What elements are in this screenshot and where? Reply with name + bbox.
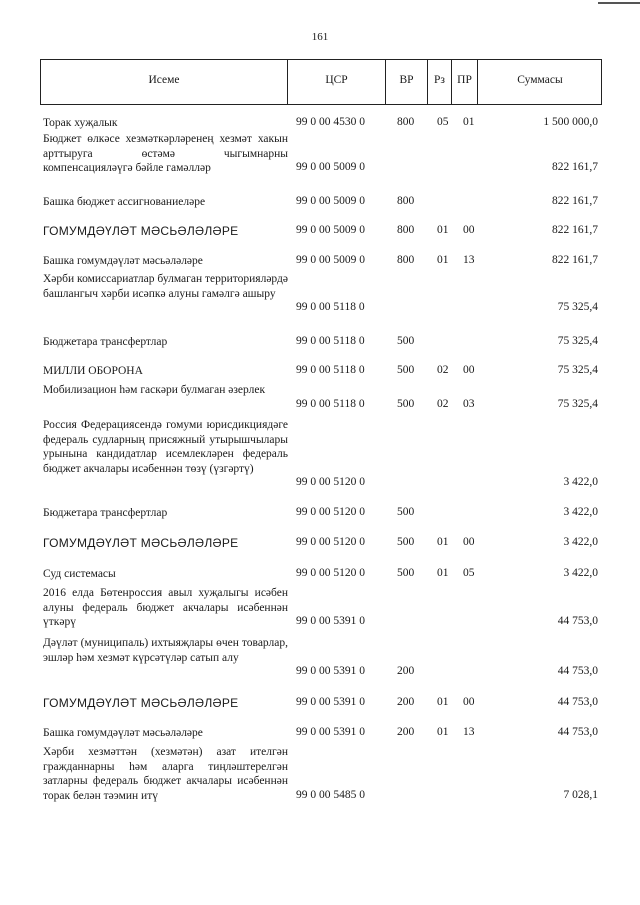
row-csr: 99 0 00 5485 0: [296, 788, 365, 801]
header-vr: ВР: [386, 60, 428, 104]
row-csr: 99 0 00 5391 0: [296, 696, 365, 708]
row-csr: 99 0 00 5118 0: [296, 335, 365, 347]
row-name: ГОМУМДӘҮЛӘТ МӘСЬӘЛӘЛӘРЕ: [43, 696, 239, 710]
row-name: Мобилизацион һәм гаскәри булмаган әзерлек: [43, 384, 266, 396]
row-sum: 822 161,7: [552, 224, 598, 236]
row-csr: 99 0 00 5391 0: [296, 665, 365, 677]
row-vr: 500: [397, 335, 415, 347]
row-sum: 75 325,4: [557, 301, 598, 313]
row-sum: 44 753,0: [557, 665, 598, 677]
row-vr: 200: [397, 726, 415, 738]
row-vr: 500: [397, 397, 415, 410]
row-pr: 00: [463, 364, 475, 376]
row-sum: 7 028,1: [563, 788, 598, 801]
row-name: Хәрби комиссариатлар булмаган территорияләрдә башлангыч хәрби исәпкә алуны гамәлгә ашыру: [43, 273, 288, 300]
row-csr: 99 0 00 5118 0: [296, 364, 365, 376]
row-name: Бюджетара трансфертлар: [43, 507, 168, 519]
row-name: МИЛЛИ ОБОРОНА: [43, 365, 143, 377]
row-rz: 02: [437, 364, 449, 376]
row-name: Хәрби хезмәттән (хезмәтән) азат ителгән гражданнарны һәм аларга тиңләштерелгән затларны федераль бюджет акчалары исәбеннән торак белән тәэмин итү: [43, 746, 288, 802]
row-name: 2016 елда Бөтенроссия авыл хуҗалыгы исәбен алуны федераль бюджет акчалары исәбеннән үткәрү: [43, 587, 288, 628]
row-csr: 99 0 00 5009 0: [296, 195, 365, 207]
row-name: Башка бюджет ассигнованиеләре: [43, 196, 206, 208]
row-csr: 99 0 00 5120 0: [296, 536, 365, 548]
row-sum: 75 325,4: [557, 335, 598, 347]
row-pr: 00: [463, 536, 475, 548]
row-csr: 99 0 00 5120 0: [296, 506, 365, 518]
row-csr: 99 0 00 5009 0: [296, 224, 365, 236]
row-name: Россия Федерациясендә гомуми юрисдикциядәге федераль судларның присяжный утырышчылары урынына кандидатлар исемлекләрен федераль бюджет акчалары исәбеннән төзү (үзгәртү): [43, 419, 288, 475]
row-vr: 200: [397, 696, 415, 708]
header-rz: Рз: [428, 60, 452, 104]
row-sum: 44 753,0: [557, 615, 598, 627]
row-sum: 44 753,0: [557, 696, 598, 708]
row-rz: 01: [437, 536, 449, 548]
row-csr: 99 0 00 5120 0: [296, 567, 365, 579]
header-csr: ЦСР: [288, 60, 386, 104]
row-sum: 44 753,0: [557, 726, 598, 738]
row-rz: 01: [437, 254, 449, 266]
row-vr: 500: [397, 536, 415, 548]
header-sum: Суммасы: [517, 74, 563, 86]
row-csr: 99 0 00 5118 0: [296, 397, 365, 410]
row-name: Бюджет өлкәсе хезмәткәрләренең хезмәт хакын арттыруга өстәмә чыгымнарны компенсацияләүгә бәйле гамәлләр: [43, 133, 288, 174]
row-name: Торак хуҗалык: [43, 117, 118, 129]
row-name: ГОМУМДӘҮЛӘТ МӘСЬӘЛӘЛӘРЕ: [43, 536, 239, 550]
row-name: Башка гомумдәүләт мәсьәләләре: [43, 255, 203, 267]
row-name: Башка гомумдәүләт мәсьәләләре: [43, 727, 203, 739]
row-vr: 800: [397, 224, 415, 236]
row-vr: 800: [397, 254, 415, 266]
header-pr: ПР: [452, 60, 478, 104]
row-rz: 01: [437, 726, 449, 738]
row-name: Бюджетара трансфертлар: [43, 336, 168, 348]
row-csr: 99 0 00 5391 0: [296, 615, 365, 627]
row-pr: 00: [463, 224, 475, 236]
row-sum: 822 161,7: [552, 195, 598, 207]
row-pr: 00: [463, 696, 475, 708]
row-sum: 3 422,0: [563, 506, 598, 518]
row-rz: 01: [437, 567, 449, 579]
row-rz: 01: [437, 224, 449, 236]
row-sum: 75 325,4: [557, 397, 598, 410]
row-pr: 03: [463, 397, 475, 410]
row-vr: 800: [397, 116, 415, 128]
row-name: ГОМУМДӘҮЛӘТ МӘСЬӘЛӘЛӘРЕ: [43, 224, 239, 238]
row-sum: 822 161,7: [552, 161, 598, 173]
row-vr: 500: [397, 506, 415, 518]
row-csr: 99 0 00 5120 0: [296, 476, 365, 488]
row-sum: 75 325,4: [557, 364, 598, 376]
header-name: Исеме: [41, 60, 288, 104]
row-rz: 01: [437, 696, 449, 708]
corner-mark: [598, 2, 640, 4]
row-csr: 99 0 00 5009 0: [296, 161, 365, 173]
row-vr: 500: [397, 567, 415, 579]
row-pr: 01: [463, 116, 475, 128]
row-csr: 99 0 00 4530 0: [296, 116, 365, 128]
row-pr: 05: [463, 567, 475, 579]
row-csr: 99 0 00 5118 0: [296, 301, 365, 313]
row-pr: 13: [463, 726, 475, 738]
row-name: Дәүләт (муниципаль) ихтыяҗлары өчен товарлар, эшләр һәм хезмәт күрсәтүләр сатып алу: [43, 637, 288, 664]
row-vr: 800: [397, 195, 415, 207]
row-vr: 500: [397, 364, 415, 376]
row-sum: 3 422,0: [563, 567, 598, 579]
row-sum: 1 500 000,0: [543, 116, 598, 128]
row-name: Суд системасы: [43, 568, 116, 580]
page-number: 161: [311, 31, 329, 43]
row-csr: 99 0 00 5009 0: [296, 254, 365, 266]
row-sum: 3 422,0: [563, 536, 598, 548]
row-csr: 99 0 00 5391 0: [296, 726, 365, 738]
row-rz: 05: [437, 116, 449, 128]
row-pr: 13: [463, 254, 475, 266]
row-sum: 822 161,7: [552, 254, 598, 266]
row-vr: 200: [397, 665, 415, 677]
row-sum: 3 422,0: [563, 476, 598, 488]
row-rz: 02: [437, 397, 449, 410]
table-header: [40, 59, 602, 105]
